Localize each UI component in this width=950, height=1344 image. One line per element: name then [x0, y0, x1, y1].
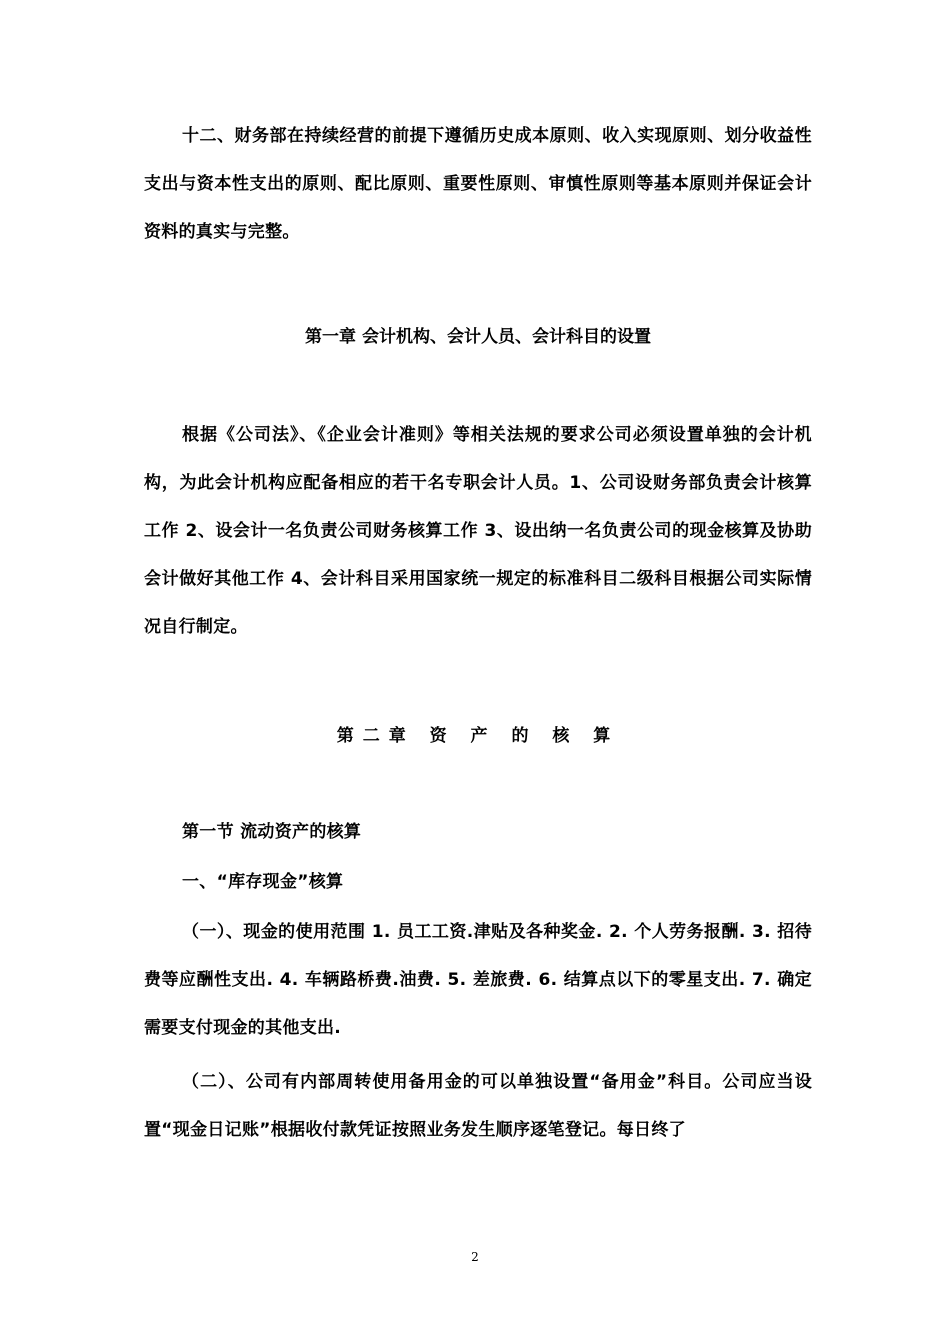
chapter-1-heading: 第一章 会计机构、会计人员、会计科目的设置: [305, 327, 651, 347]
item-1-heading: 一、“库存现金”核算: [182, 872, 344, 892]
chapter-2-heading: 第二章 资 产 的 核 算: [336, 726, 620, 746]
section-1-heading: 第一节 流动资产的核算: [182, 822, 362, 842]
paragraph-accounting-organization: 根据《公司法》、《企业会计准则》等相关法规的要求公司必须设置单独的会计机构，为此会计机构应配备相应的若干名专职会计人员。1、公司设财务部负责会计核算工作 2、设会计一名负责公司财务核算工作 3、设出纳一名负责公司的现金核算及协助会计做好其他工作 4、会计科目采用国家统一规定的标准科目二级科目根据公司实际情况自行制定。: [144, 425, 812, 637]
paragraph-petty-cash: （二）、公司有内部周转使用备用金的可以单独设置“备用金”科目。公司应当设置“现金日记账”根据收付款凭证按照业务发生顺序逐笔登记。每日终了: [144, 1072, 812, 1140]
paragraph-accounting-principles: 十二、财务部在持续经营的前提下遵循历史成本原则、收入实现原则、划分收益性支出与资本性支出的原则、配比原则、重要性原则、审慎性原则等基本原则并保证会计资料的真实与完整。: [144, 126, 812, 242]
page-number: 2: [471, 1250, 479, 1264]
paragraph-cash-usage-scope: （一）、现金的使用范围 1. 员工工资.津贴及各种奖金. 2. 个人劳务报酬. 3. 招待费等应酬性支出. 4. 车辆路桥费.油费. 5. 差旅费. 6. 结算点以下的零星支出. 7. 确定需要支付现金的其他支出.: [144, 922, 812, 1038]
